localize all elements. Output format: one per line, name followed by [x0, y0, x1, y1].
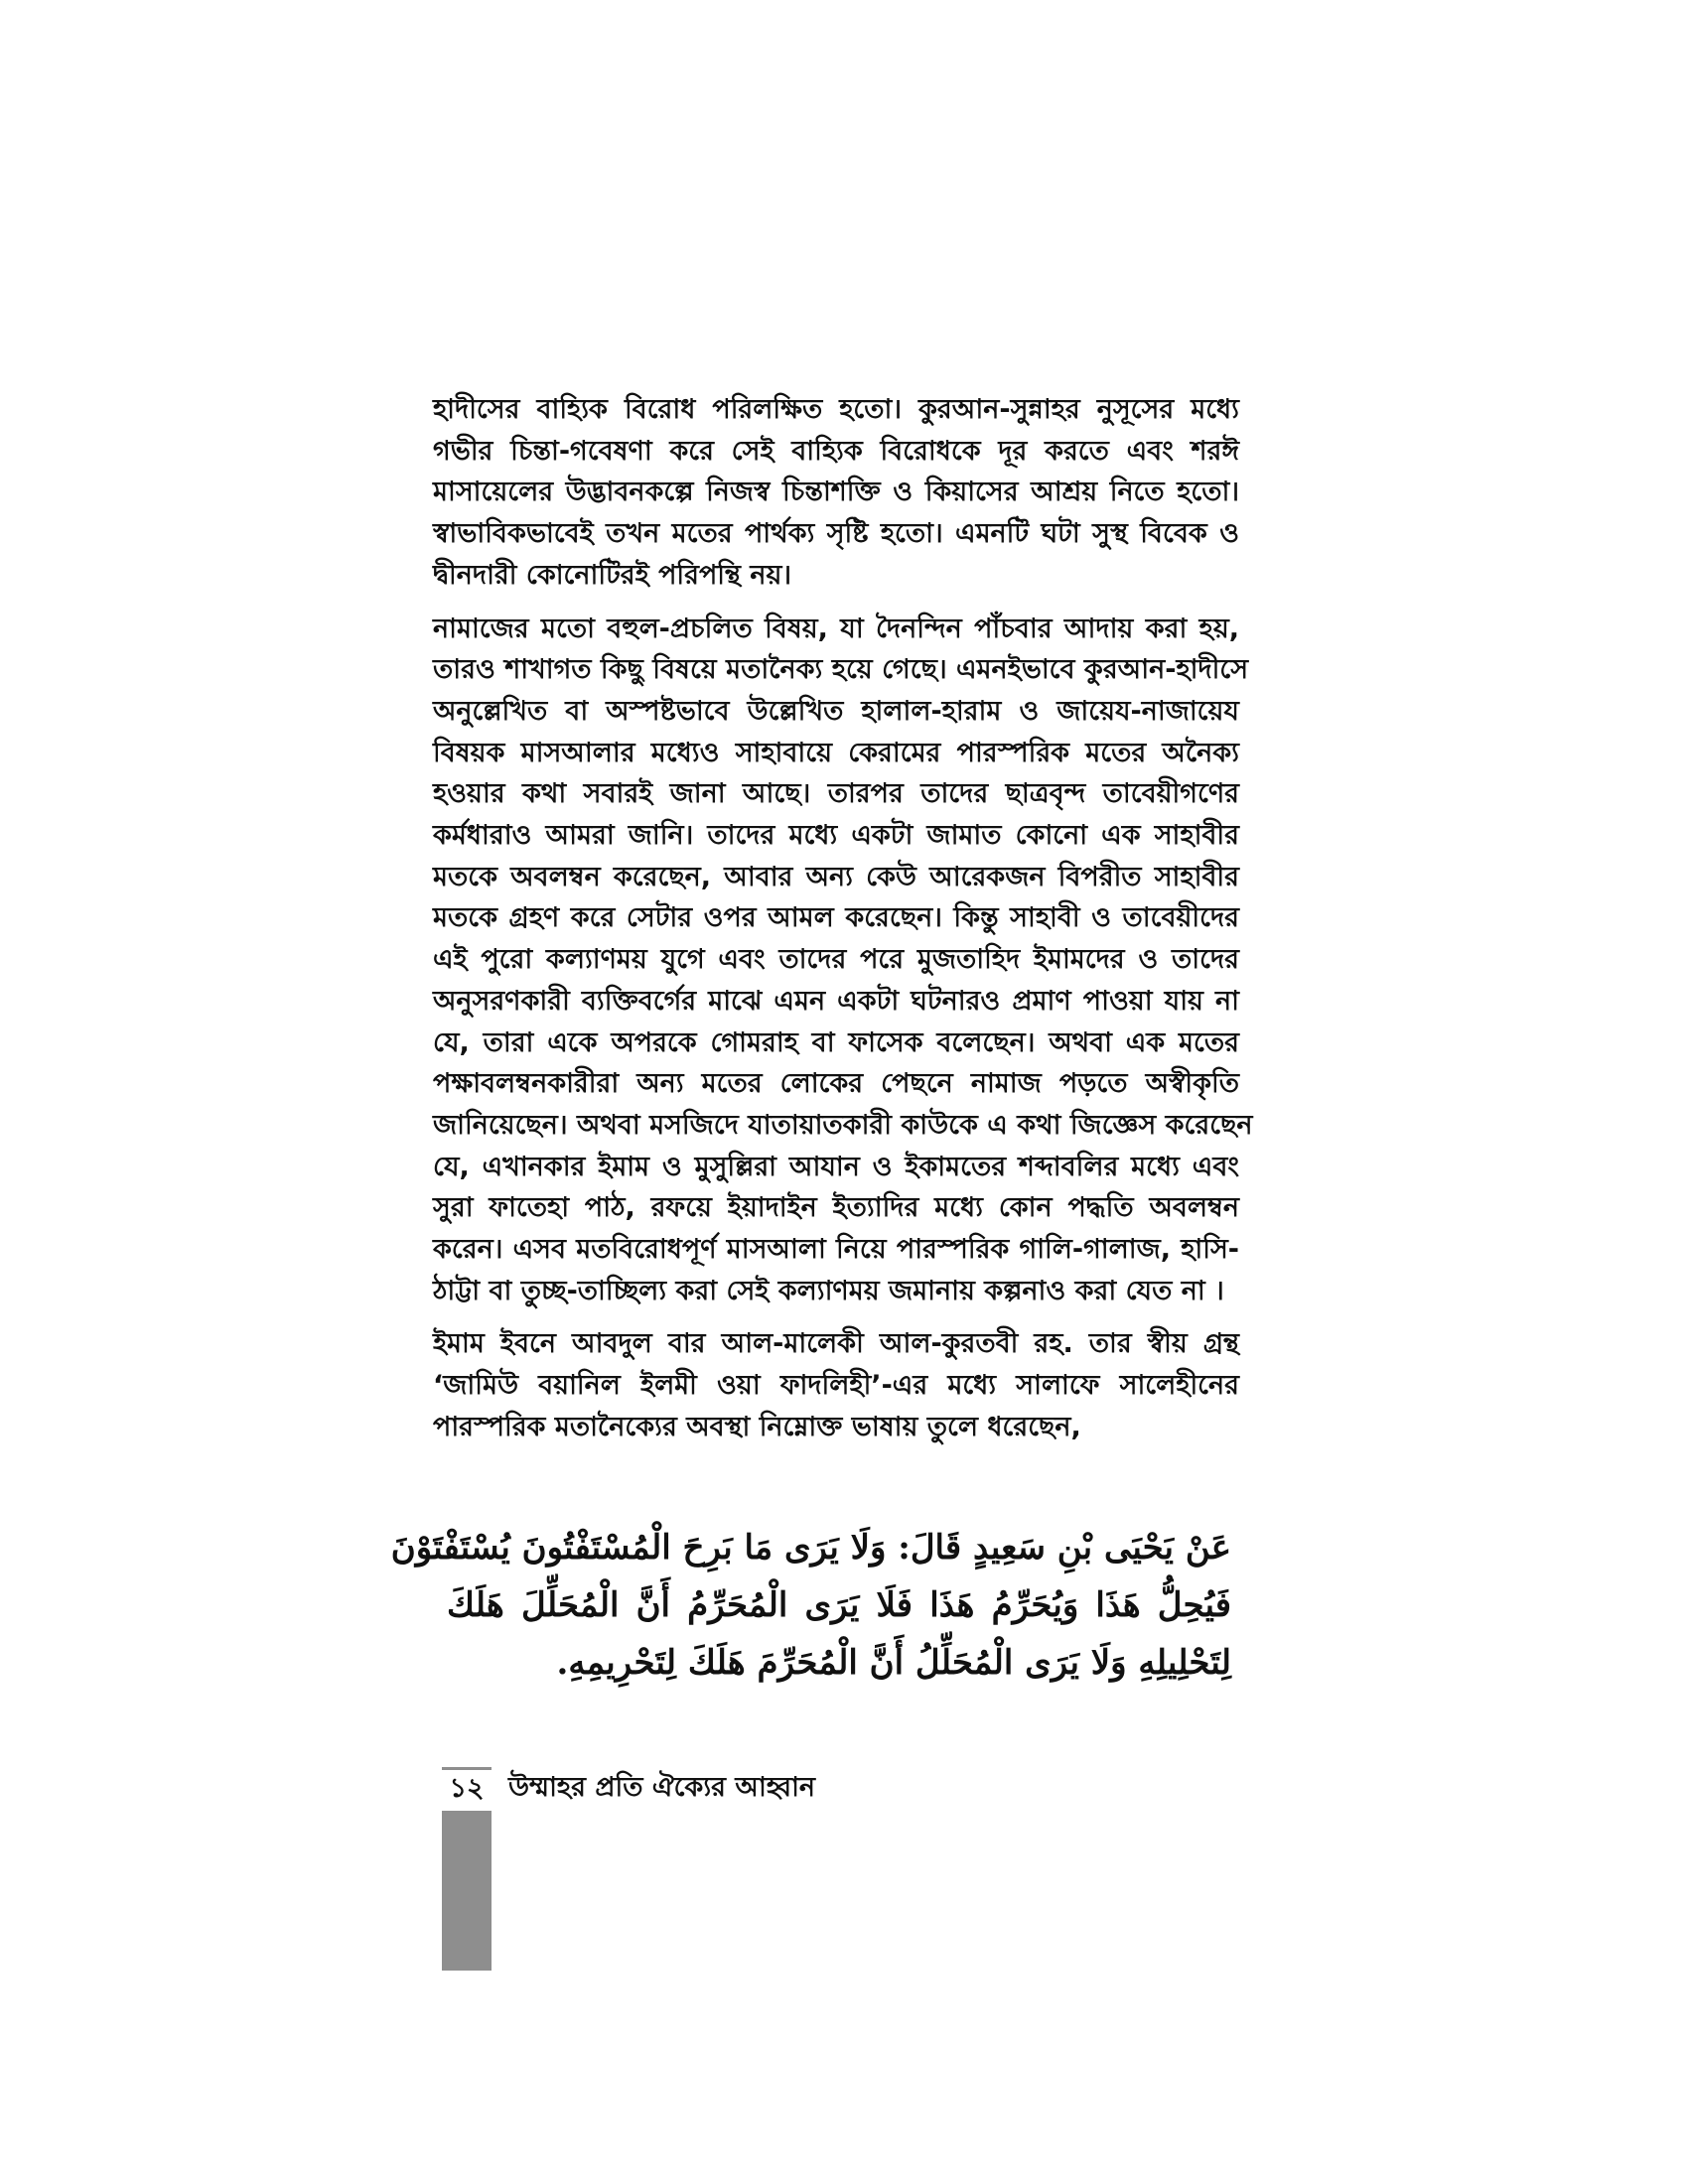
text-line: তারও শাখাগত কিছু বিষয়ে মতানৈক্য হয়ে গেছে। এমনইভাবে কুরআন-হাদীসে [433, 654, 1249, 686]
text-line: দ্বীনদারী কোনোটিরই পরিপন্থি নয়। [433, 559, 792, 591]
paragraph-2 [433, 609, 1253, 1312]
text-line: এই পুরো কল্যাণময় যুগে এবং তাদের পরে মুজতাহিদ ইমামদের ও তাদের [433, 944, 1239, 976]
paragraph-1 [433, 389, 1239, 597]
text-line: হওয়ার কথা সবারই জানা আছে। তারপর তাদের ছাত্রবৃন্দ তাবেয়ীগণের [433, 778, 1239, 810]
text-line: গভীর চিন্তা-গবেষণা করে সেই বাহ্যিক বিরোধকে দূর করতে এবং শরঈ [433, 435, 1239, 467]
text-line: মতকে গ্রহণ করে সেটার ওপর আমল করেছেন। কিন্তু সাহাবী ও তাবেয়ীদের [433, 902, 1239, 934]
text-line: বিষয়ক মাসআলার মধ্যেও সাহাবায়ে কেরামের পারস্পরিক মতের অনৈক্য [433, 737, 1239, 768]
text-line: মতকে অবলম্বন করেছেন, আবার অন্য কেউ আরেকজন বিপরীত সাহাবীর [433, 861, 1239, 892]
arabic-line: فَيُحِلُّ هَذَا وَيُحَرِّمُ هَذَا فَلَا يَرَى الْمُحَرِّمُ أَنَّ الْمُحَلِّلَ هَلَكَ [447, 1585, 1231, 1625]
text-line: পক্ষাবলম্বনকারীরা অন্য মতের লোকের পেছনে নামাজ পড়তে অস্বীকৃতি [433, 1068, 1239, 1100]
paragraph-3 [433, 1323, 1239, 1447]
text-line: হাদীসের বাহ্যিক বিরোধ পরিলক্ষিত হতো। কুরআন-সুন্নাহর নুসূসের মধ্যে [433, 394, 1239, 425]
text-line: যে, তারা একে অপরকে গোমরাহ বা ফাসেক বলেছেন। অথবা এক মতের [433, 1026, 1239, 1058]
text-line: ‘জামিউ বয়ানিল ইলমী ওয়া ফাদলিহী’-এর মধ্যে সালাফে সালেহীনের [433, 1370, 1239, 1402]
text-line: মাসায়েলের উদ্ভাবনকল্পে নিজস্ব চিন্তাশক্তি ও কিয়াসের আশ্রয় নিতে হতো। [433, 477, 1239, 508]
text-line: ইমাম ইবনে আবদুল বার আল-মালেকী আল-কুরতবী রহ. তার স্বীয় গ্রন্থ [433, 1328, 1239, 1360]
text-line: নামাজের মতো বহুল-প্রচলিত বিষয়, যা দৈনন্দিন পাঁচবার আদায় করা হয়, [433, 613, 1239, 644]
text-line: সুরা ফাতেহা পাঠ, রফয়ে ইয়াদাইন ইত্যাদির মধ্যে কোন পদ্ধতি অবলম্বন [433, 1192, 1239, 1224]
text-line: করেন। এসব মতবিরোধপূর্ণ মাসআলা নিয়ে পারস্পরিক গালি-গালাজ, হাসি- [433, 1234, 1239, 1266]
text-line: পারস্পরিক মতানৈক্যের অবস্থা নিম্নোক্ত ভাষায় তুলে ধরেছেন, [433, 1411, 1081, 1442]
text-line: ঠাট্টা বা তুচ্ছ-তাচ্ছিল্য করা সেই কল্যাণময় জমানায় কল্পনাও করা যেত না । [433, 1275, 1224, 1306]
text-line: কর্মধারাও আমরা জানি। তাদের মধ্যে একটা জামাত কোনো এক সাহাবীর [433, 820, 1239, 852]
text-line: যে, এখানকার ইমাম ও মুসুল্লিরা আযান ও ইকামতের শব্দাবলির মধ্যে এবং [433, 1151, 1239, 1182]
running-footer-title: উম্মাহর প্রতি ঐক্যের আহ্বান [508, 1772, 816, 1803]
text-line: স্বাভাবিকভাবেই তখন মতের পার্থক্য সৃষ্টি হতো। এমনটি ঘটা সুস্থ বিবেক ও [433, 518, 1239, 550]
text-line: অনুল্লেখিত বা অস্পষ্টভাবে উল্লেখিত হালাল-হারাম ও জায়েয-নাজায়েয [433, 695, 1239, 727]
body-text [433, 389, 1253, 1448]
text-line: অনুসরণকারী ব্যক্তিবর্গের মাঝে এমন একটা ঘটনারও প্রমাণ পাওয়া যায় না [433, 985, 1239, 1017]
arabic-quote [390, 1519, 1231, 1692]
page-number: ১২ [442, 1767, 492, 1811]
arabic-line: لِتَحْلِيلِهِ وَلَا يَرَى الْمُحَلِّلُ أَنَّ الْمُحَرِّمَ هَلَكَ لِتَحْرِيمِهِ. [556, 1643, 1231, 1683]
text-line: জানিয়েছেন। অথবা মসজিদে যাতায়াতকারী কাউকে এ কথা জিজ্ঞেস করেছেন [433, 1109, 1253, 1141]
arabic-line: عَنْ يَحْيَى بْنِ سَعِيدٍ قَالَ: وَلَا يَرَى مَا بَرِحَ الْمُسْتَفْتُونَ يُسْتَفْتَوْنَ [390, 1528, 1231, 1568]
